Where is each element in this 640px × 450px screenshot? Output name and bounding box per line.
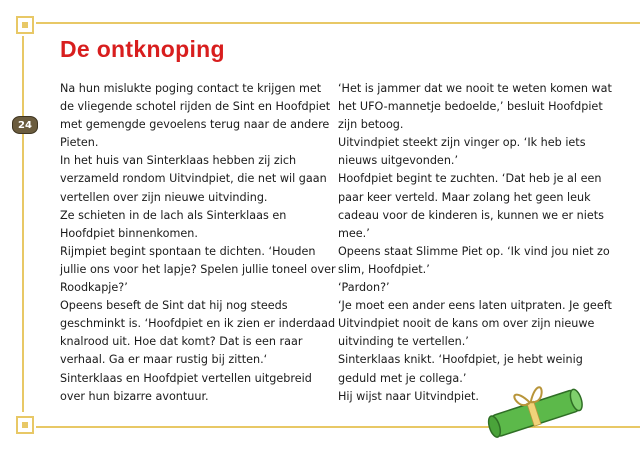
text-line: geschminkt is. ‘Hoofdpiet en ik zien er inderdaad — [60, 317, 336, 331]
page-number-badge: 24 — [12, 116, 38, 134]
text-line: Uitvindpiet nooit de kans om over zijn nieuwe — [338, 317, 595, 331]
text-line: verhaal. Ga er maar rustig bij zitten.‘ — [60, 353, 268, 367]
text-line: verzameld rondom Uitvindpiet, die net wil gaan — [60, 172, 327, 186]
frame-left-border — [22, 36, 24, 412]
text-line: Hij wijst naar Uitvindpiet. — [338, 389, 479, 403]
text-line: Ze schieten in de lach als Sinterklaas en — [60, 208, 287, 222]
text-line: Hoofdpiet begint te zuchten. ‘Dat heb je al een — [338, 172, 602, 186]
left-text-column — [60, 80, 336, 406]
text-line: jullie ons voor het lapje? Spelen jullie toneel over — [60, 262, 336, 276]
frame-top-border — [36, 22, 640, 24]
text-line: Na hun mislukte poging contact te krijgen met — [60, 82, 322, 95]
text-line: geduld met je collega.’ — [338, 371, 467, 385]
corner-ornament-top-left — [14, 14, 36, 36]
text-line: zijn betoog. — [338, 118, 404, 132]
page-title: De ontknoping — [60, 36, 225, 62]
text-line: Pieten. — [60, 136, 99, 150]
text-line: met gemengde gevoelens terug naar de andere — [60, 118, 330, 132]
text-line: In het huis van Sinterklaas hebben zij zich — [60, 154, 297, 168]
text-line: slim, Hoofdpiet.’ — [338, 262, 430, 276]
text-line: cadeau voor de kinderen is, kunnen we er niets — [338, 208, 604, 222]
text-line: Hoofdpiet binnenkomen. — [60, 226, 198, 240]
text-line: ‘Het is jammer dat we nooit te weten komen wat — [338, 82, 612, 95]
text-line: knalrood uit. Hoe dat komt? Dat is een raar — [60, 335, 303, 349]
text-line: de vliegende schotel rijden de Sint en Hoofdpiet — [60, 100, 331, 114]
text-line: Sinterklaas knikt. ‘Hoofdpiet, je hebt weinig — [338, 353, 583, 367]
text-line: nieuws uitgevonden.’ — [338, 154, 459, 168]
text-line: Rijmpiet begint spontaan te dichten. ‘Houden — [60, 244, 316, 258]
text-line: het UFO-mannetje bedoelde,’ besluit Hoofdpiet — [338, 100, 603, 114]
text-line: paar keer verteld. Maar zolang het geen leuk — [338, 190, 591, 204]
text-line: Roodkapje?’ — [60, 281, 128, 295]
text-line: over hun bizarre avontuur. — [60, 389, 209, 403]
text-line: mee.’ — [338, 226, 370, 240]
rolled-gift-icon — [486, 378, 586, 440]
text-line: uitvinding te vertellen.’ — [338, 335, 469, 349]
text-line: Opeens staat Slimme Piet op. ‘Ik vind jou niet zo — [338, 244, 610, 258]
text-line: Opeens beseft de Sint dat hij nog steeds — [60, 299, 288, 313]
text-line: ‘Pardon?’ — [338, 281, 390, 295]
corner-ornament-bottom-left — [14, 414, 36, 436]
text-line: Sinterklaas en Hoofdpiet vertellen uitgebreid — [60, 371, 312, 385]
text-line: ‘Je moet een ander eens laten uitpraten. Je geeft — [338, 299, 612, 313]
text-line: Uitvindpiet steekt zijn vinger op. ‘Ik heb iets — [338, 136, 586, 150]
right-text-column — [338, 80, 612, 406]
text-line: vertellen over zijn nieuwe uitvinding. — [60, 190, 268, 204]
